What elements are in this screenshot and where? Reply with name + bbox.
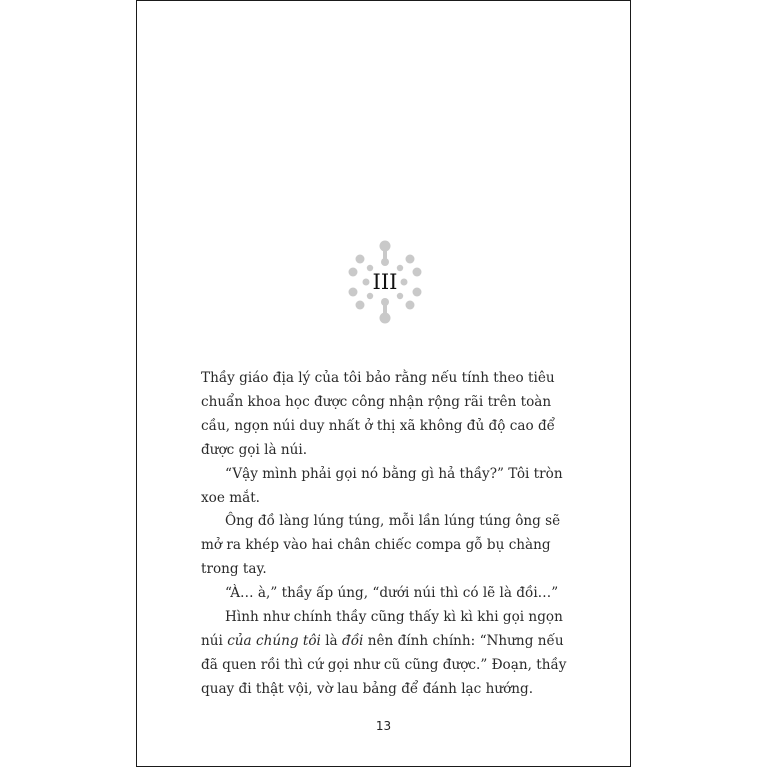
text-line: “À… à,” thầy ấp úng, “dưới núi thì có lẽ là đồi…” — [225, 585, 559, 602]
text-line: Thầy giáo địa lý của tôi bảo rằng nếu tính theo tiêu — [201, 370, 555, 386]
text-segment: núi — [201, 632, 228, 649]
text-line: chuẩn khoa học được công nhận rộng rãi trên toàn — [201, 393, 552, 410]
text-line: Ông đồ làng lúng túng, mỗi lần lúng túng ông sẽ — [225, 513, 561, 530]
italic-segment: của chúng tôi — [227, 632, 321, 649]
chapter-ornament — [342, 239, 428, 325]
chapter-number: III — [372, 270, 398, 294]
text-line: xoe mắt. — [201, 489, 260, 506]
text-line: được gọi là núi. — [201, 441, 308, 458]
text-line: đã quen rồi thì cứ gọi như cũ cũng được.” Đoạn, thầy — [201, 656, 567, 673]
text-line: cầu, ngọn núi duy nhất ở thị xã không đủ độ cao để — [201, 417, 556, 434]
text-line: mở ra khép vào hai chân chiếc compa gỗ bụ chàng — [201, 537, 551, 554]
book-page — [136, 0, 631, 767]
text-line: quay đi thật vội, vờ lau bảng để đánh lạc hướng. — [201, 680, 534, 697]
text-line: “Vậy mình phải gọi nó bằng gì hả thầy?” Tôi tròn — [225, 465, 563, 482]
text-line: Hình như chính thầy cũng thấy kì kì khi gọi ngọn — [225, 609, 563, 626]
text-segment: nên đính chính: “Nhưng nếu — [363, 632, 564, 649]
text-line — [201, 630, 583, 654]
text-segment: là — [320, 632, 342, 649]
chapter-body-text — [201, 367, 583, 702]
italic-segment: đồi — [342, 632, 364, 649]
page-number: 13 — [375, 719, 392, 733]
text-line: trong tay. — [201, 561, 267, 578]
